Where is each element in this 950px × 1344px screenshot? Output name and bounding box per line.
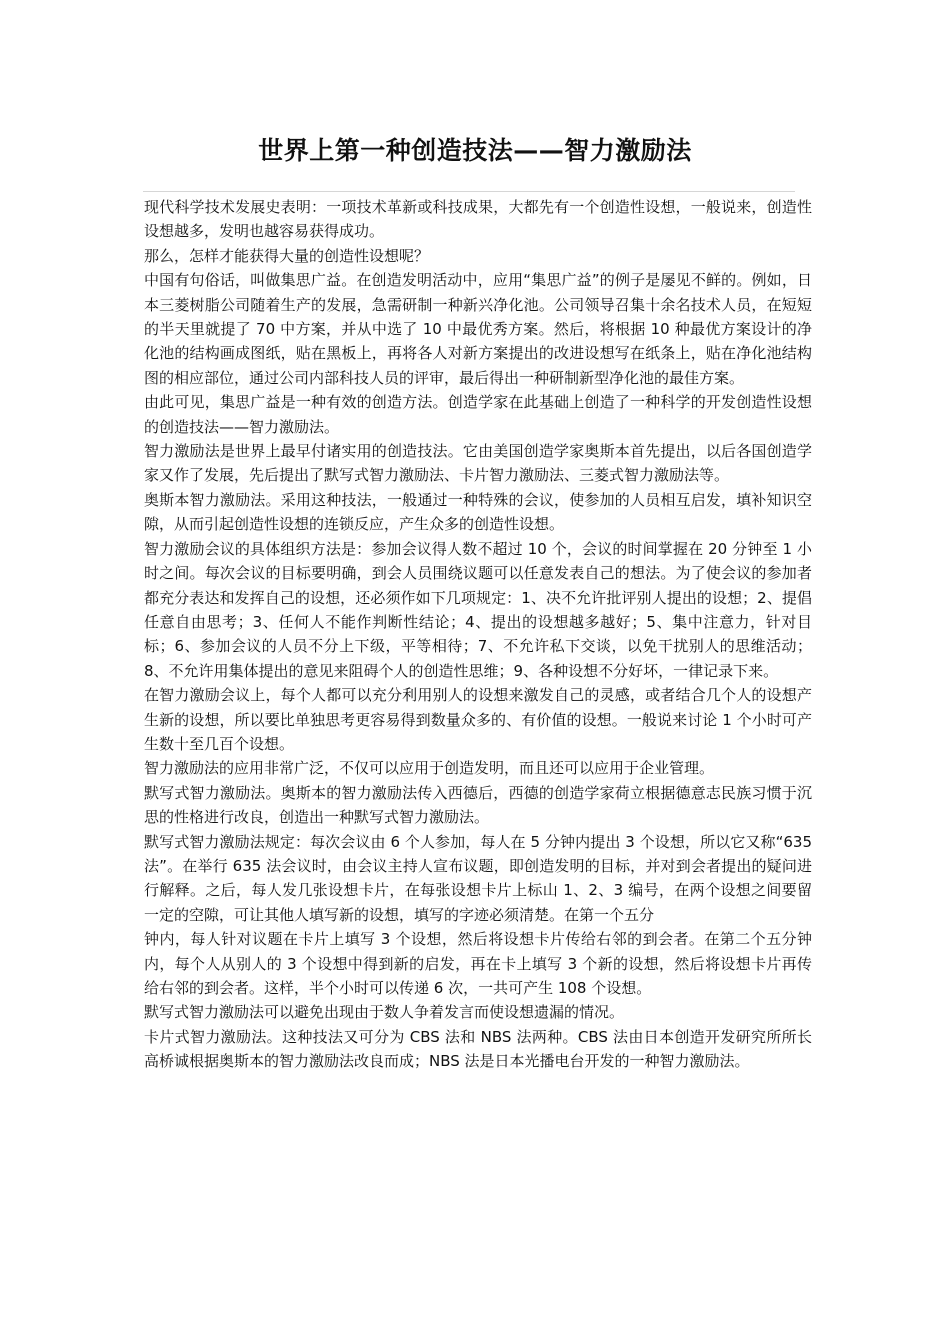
document-title: 世界上第一种创造技法——智力激励法	[258, 136, 692, 165]
paragraph: 在智力激励会议上，每个人都可以充分利用别人的设想来激发自己的灵感，或者结合几个人的设想产生新的设想，所以要比单独思考更容易得到数量众多的、有价值的设想。一般说来讨论 1 个小时可产生数十至几百个设想。	[144, 686, 812, 753]
paragraph: 默写式智力激励法。奥斯本的智力激励法传入西德后，西德的创造学家荷立根据德意志民族习惯于沉思的性格进行改良，创造出一种默写式智力激励法。	[144, 783, 812, 827]
paragraph: 由此可见，集思广益是一种有效的创造方法。创造学家在此基础上创造了一种科学的开发创造性设想的创造技法——智力激励法。	[144, 393, 812, 436]
document-body	[144, 195, 812, 1074]
paragraph: 卡片式智力激励法。这种技法又可分为 CBS 法和 NBS 法两种。CBS 法由日本创造开发研究所所长高桥诚根据奥斯本的智力激励法改良而成；NBS 法是日本光播电台开发的一种智力激励法。	[144, 1027, 812, 1071]
paragraph: 钟内，每人针对议题在卡片上填写 3 个设想，然后将设想卡片传给右邻的到会者。在第二个五分钟内，每个人从别人的 3 个设想中得到新的启发，再在卡上填写 3 个新的设想，然后将设想卡片再传给右邻的到会者。这样，半个小时可以传递 6 次，一共可产生 108 个设想。	[144, 930, 812, 997]
paragraph: 默写式智力激励法规定：每次会议由 6 个人参加，每人在 5 分钟内提出 3 个设想，所以它又称“635 法”。在举行 635 法会议时，由会议主持人宣布议题，即创造发明的目标，并对到会者提出的疑问进行解释。之后，每人发几张设想卡片，在每张设想卡片上标山 1、2、3 编号，在两个设想之间要留一定的空隙，可让其他人填写新的设想，填写的字迹必须清楚。在第一个五分	[144, 832, 812, 924]
paragraph: 智力激励法是世界上最早付诸实用的创造技法。它由美国创造学家奥斯本首先提出，以后各国创造学家又作了发展，先后提出了默写式智力激励法、卡片智力激励法、三菱式智力激励法等。	[144, 442, 812, 485]
title-divider	[143, 191, 795, 192]
paragraph: 智力激励会议的具体组织方法是：参加会议得人数不超过 10 个，会议的时间掌握在 20 分钟至 1 小时之间。每次会议的目标要明确，到会人员围绕议题可以任意发表自己的想法。为了使会议的参加者都充分表达和发挥自己的设想，还必须作如下几项规定：1、决不允许批评别人提出的设想；2、提倡任意自由思考；3、任何人不能作判断性结论；4、提出的设想越多越好；5、集中注意力，针对目标；6、参加会议的人员不分上下级，平等相待；7、不允许私下交谈，以免干扰别人的思维活动；8、不允许用集体提出的意见来阻碍个人的创造性思维；9、各种设想不分好坏，一律记录下来。	[144, 539, 812, 680]
paragraph: 那么，怎样才能获得大量的创造性设想呢？	[144, 246, 430, 265]
paragraph: 中国有句俗话，叫做集思广益。在创造发明活动中，应用“集思广益”的例子是屡见不鲜的。例如，日本三菱树脂公司随着生产的发展，急需研制一种新兴净化池。公司领导召集十余名技术人员，在短短的半天里就提了 70 中方案，并从中选了 10 中最优秀方案。然后，将根据 10 种最优方案设计的净化池的结构画成图纸，贴在黑板上，再将各人对新方案提出的改进设想写在纸条上，贴在净化池结构图的相应部位，通过公司内部科技人员的评审，最后得出一种研制新型净化池的最佳方案。	[144, 271, 812, 387]
paragraph: 智力激励法的应用非常广泛，不仅可以应用于创造发明，而且还可以应用于企业管理。	[144, 759, 715, 778]
paragraph: 现代科学技术发展史表明：一项技术革新或科技成果，大都先有一个创造性设想，一般说来，创造性设想越多，发明也越容易获得成功。	[144, 198, 812, 241]
paragraph: 默写式智力激励法可以避免出现由于数人争着发言而使设想遗漏的情况。	[144, 1003, 625, 1022]
paragraph: 奥斯本智力激励法。采用这种技法，一般通过一种特殊的会议，使参加的人员相互启发，填补知识空隙，从而引起创造性设想的连锁反应，产生众多的创造性设想。	[144, 490, 812, 534]
